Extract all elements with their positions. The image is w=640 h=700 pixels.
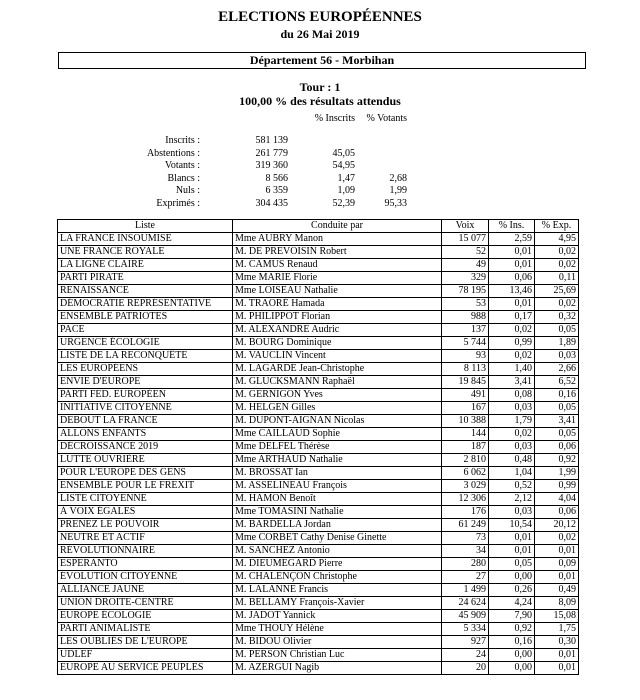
table-row bbox=[58, 324, 579, 337]
cell-pct-exp: 0,01 bbox=[535, 649, 579, 662]
cell-pct-ins: 0,17 bbox=[489, 311, 535, 324]
summary-pct-inscrits: 52,39 bbox=[332, 197, 355, 209]
summary-row bbox=[0, 135, 640, 147]
cell-pct-ins: 0,01 bbox=[489, 532, 535, 545]
cell-pct-ins: 0,16 bbox=[489, 636, 535, 649]
cell-conduite: M. BOURG Dominique bbox=[233, 337, 442, 350]
cell-conduite: M. LALANNE Francis bbox=[233, 584, 442, 597]
header-conduite: Conduite par bbox=[233, 220, 442, 233]
table-row bbox=[58, 337, 579, 350]
cell-conduite: Mme ARTHAUD Nathalie bbox=[233, 454, 442, 467]
cell-voix: 3 029 bbox=[442, 480, 489, 493]
cell-conduite: Mme CAILLAUD Sophie bbox=[233, 428, 442, 441]
cell-pct-exp: 0,02 bbox=[535, 259, 579, 272]
table-row bbox=[58, 467, 579, 480]
summary-value: 261 779 bbox=[255, 147, 288, 159]
cell-conduite: M. JADOT Yannick bbox=[233, 610, 442, 623]
cell-pct-exp: 8,09 bbox=[535, 597, 579, 610]
cell-conduite: Mme CORBET Cathy Denise Ginette bbox=[233, 532, 442, 545]
cell-voix: 12 306 bbox=[442, 493, 489, 506]
cell-voix: 49 bbox=[442, 259, 489, 272]
cell-pct-exp: 0,01 bbox=[535, 571, 579, 584]
cell-voix: 45 909 bbox=[442, 610, 489, 623]
cell-pct-exp: 20,12 bbox=[535, 519, 579, 532]
cell-voix: 176 bbox=[442, 506, 489, 519]
cell-liste: UDLEF bbox=[58, 649, 233, 662]
cell-pct-ins: 0,52 bbox=[489, 480, 535, 493]
cell-pct-exp: 0,16 bbox=[535, 389, 579, 402]
cell-pct-exp: 4,04 bbox=[535, 493, 579, 506]
summary-value: 6 359 bbox=[265, 185, 288, 196]
cell-liste: À VOIX ÉGALES bbox=[58, 506, 233, 519]
cell-liste: PRENEZ LE POUVOIR bbox=[58, 519, 233, 532]
cell-voix: 6 062 bbox=[442, 467, 489, 480]
cell-voix: 187 bbox=[442, 441, 489, 454]
cell-conduite: M. PHILIPPOT Florian bbox=[233, 311, 442, 324]
cell-pct-ins: 1,40 bbox=[489, 363, 535, 376]
cell-pct-exp: 0,03 bbox=[535, 350, 579, 363]
cell-pct-exp: 0,02 bbox=[535, 246, 579, 259]
cell-liste: RENAISSANCE bbox=[58, 285, 233, 298]
cell-pct-ins: 2,59 bbox=[489, 233, 535, 246]
table-row bbox=[58, 272, 579, 285]
cell-pct-ins: 0,26 bbox=[489, 584, 535, 597]
cell-liste: PACE bbox=[58, 324, 233, 337]
cell-liste: DÉCROISSANCE 2019 bbox=[58, 441, 233, 454]
cell-pct-ins: 0,01 bbox=[489, 259, 535, 272]
cell-liste: LA FRANCE INSOUMISE bbox=[58, 233, 233, 246]
cell-conduite: M. BROSSAT Ian bbox=[233, 467, 442, 480]
cell-liste: PARTI PIRATE bbox=[58, 272, 233, 285]
cell-conduite: M. BELLAMY François-Xavier bbox=[233, 597, 442, 610]
cell-pct-ins: 10,54 bbox=[489, 519, 535, 532]
cell-liste: LA LIGNE CLAIRE bbox=[58, 259, 233, 272]
summary-pct-votants: 2,68 bbox=[389, 172, 407, 184]
page-title: ELECTIONS EUROPÉENNES bbox=[218, 9, 422, 25]
summary-label: Exprimés : bbox=[156, 197, 200, 209]
cell-pct-exp: 0,06 bbox=[535, 441, 579, 454]
summary-label: Abstentions : bbox=[146, 147, 200, 159]
cell-voix: 491 bbox=[442, 389, 489, 402]
table-row bbox=[58, 402, 579, 415]
cell-voix: 988 bbox=[442, 311, 489, 324]
table-row bbox=[58, 545, 579, 558]
cell-voix: 137 bbox=[442, 324, 489, 337]
cell-pct-exp: 0,02 bbox=[535, 532, 579, 545]
cell-voix: 927 bbox=[442, 636, 489, 649]
cell-liste: URGENCE ÉCOLOGIE bbox=[58, 337, 233, 350]
cell-conduite: M. BIDOU Olivier bbox=[233, 636, 442, 649]
cell-liste: LUTTE OUVRIÈRE bbox=[58, 454, 233, 467]
cell-conduite: M. ALEXANDRE Audric bbox=[233, 324, 442, 337]
cell-conduite: M. TRAORÉ Hamada bbox=[233, 298, 442, 311]
cell-pct-exp: 25,69 bbox=[535, 285, 579, 298]
cell-pct-exp: 0,11 bbox=[535, 272, 579, 285]
summary-pct-inscrits: 54,95 bbox=[332, 160, 355, 171]
cell-voix: 144 bbox=[442, 428, 489, 441]
cell-pct-ins: 2,12 bbox=[489, 493, 535, 506]
cell-voix: 329 bbox=[442, 272, 489, 285]
table-row bbox=[58, 233, 579, 246]
cell-voix: 93 bbox=[442, 350, 489, 363]
table-row bbox=[58, 584, 579, 597]
cell-voix: 10 388 bbox=[442, 415, 489, 428]
table-row bbox=[58, 441, 579, 454]
header-liste: Liste bbox=[58, 220, 233, 233]
cell-pct-ins: 0,01 bbox=[489, 246, 535, 259]
summary-value: 319 360 bbox=[255, 160, 288, 171]
department-box: Département 56 - Morbihan bbox=[58, 52, 586, 69]
results-table bbox=[57, 219, 579, 675]
cell-liste: LES EUROPÉENS bbox=[58, 363, 233, 376]
summary-label: Votants : bbox=[164, 160, 200, 171]
cell-voix: 34 bbox=[442, 545, 489, 558]
cell-pct-exp: 0,49 bbox=[535, 584, 579, 597]
cell-conduite: M. LAGARDE Jean-Christophe bbox=[233, 363, 442, 376]
cell-pct-ins: 0,92 bbox=[489, 623, 535, 636]
cell-pct-ins: 0,05 bbox=[489, 558, 535, 571]
cell-pct-exp: 0,05 bbox=[535, 402, 579, 415]
cell-liste: LISTE DE LA RECONQUÊTE bbox=[58, 350, 233, 363]
cell-pct-exp: 4,95 bbox=[535, 233, 579, 246]
summary-row bbox=[0, 198, 640, 210]
summary-value: 304 435 bbox=[255, 197, 288, 209]
table-row bbox=[58, 246, 579, 259]
summary-row bbox=[0, 173, 640, 185]
cell-liste: ALLONS ENFANTS bbox=[58, 428, 233, 441]
cell-pct-ins: 0,00 bbox=[489, 649, 535, 662]
cell-pct-exp: 1,99 bbox=[535, 467, 579, 480]
cell-liste: LISTE CITOYENNE bbox=[58, 493, 233, 506]
cell-pct-ins: 0,01 bbox=[489, 545, 535, 558]
table-row bbox=[58, 623, 579, 636]
summary-label: Inscrits : bbox=[165, 135, 200, 146]
table-row bbox=[58, 350, 579, 363]
cell-conduite: M. BARDELLA Jordan bbox=[233, 519, 442, 532]
cell-voix: 27 bbox=[442, 571, 489, 584]
table-row bbox=[58, 610, 579, 623]
cell-pct-ins: 13,46 bbox=[489, 285, 535, 298]
cell-liste: ENVIE D'EUROPE bbox=[58, 376, 233, 389]
cell-pct-exp: 0,32 bbox=[535, 311, 579, 324]
cell-pct-ins: 0,48 bbox=[489, 454, 535, 467]
cell-pct-exp: 6,52 bbox=[535, 376, 579, 389]
table-row bbox=[58, 311, 579, 324]
cell-conduite: M. VAUCLIN Vincent bbox=[233, 350, 442, 363]
summary-pct-votants: 95,33 bbox=[384, 197, 407, 209]
cell-conduite: Mme AUBRY Manon bbox=[233, 233, 442, 246]
cell-voix: 167 bbox=[442, 402, 489, 415]
cell-pct-ins: 0,99 bbox=[489, 337, 535, 350]
table-header-row bbox=[58, 220, 579, 233]
table-row bbox=[58, 649, 579, 662]
cell-pct-exp: 0,30 bbox=[535, 636, 579, 649]
cell-conduite: M. DIEUMEGARD Pierre bbox=[233, 558, 442, 571]
cell-pct-ins: 0,03 bbox=[489, 506, 535, 519]
summary-pct-votants: 1,99 bbox=[389, 185, 407, 196]
summary-col-inscrits: % Inscrits bbox=[314, 113, 355, 124]
cell-voix: 19 845 bbox=[442, 376, 489, 389]
cell-pct-exp: 0,02 bbox=[535, 298, 579, 311]
cell-pct-ins: 0,00 bbox=[489, 662, 535, 675]
summary-pct-inscrits: 45,05 bbox=[332, 147, 355, 159]
cell-voix: 5 744 bbox=[442, 337, 489, 350]
cell-liste: RÉVOLUTIONNAIRE bbox=[58, 545, 233, 558]
summary-row bbox=[0, 148, 640, 160]
cell-conduite: M. DE PREVOISIN Robert bbox=[233, 246, 442, 259]
cell-voix: 280 bbox=[442, 558, 489, 571]
table-row bbox=[58, 415, 579, 428]
cell-liste: UNE FRANCE ROYALE bbox=[58, 246, 233, 259]
summary-value: 8 566 bbox=[265, 172, 288, 184]
summary-pct-inscrits: 1,47 bbox=[337, 172, 355, 184]
cell-conduite: M. CAMUS Renaud bbox=[233, 259, 442, 272]
table-row bbox=[58, 480, 579, 493]
table-row bbox=[58, 454, 579, 467]
summary-col-votants: % Votants bbox=[366, 113, 407, 124]
cell-conduite: Mme MARIE Florie bbox=[233, 272, 442, 285]
cell-pct-ins: 0,06 bbox=[489, 272, 535, 285]
cell-liste: UNION DROITE-CENTRE bbox=[58, 597, 233, 610]
cell-liste: ESPERANTO bbox=[58, 558, 233, 571]
cell-pct-ins: 4,24 bbox=[489, 597, 535, 610]
table-row bbox=[58, 389, 579, 402]
cell-voix: 24 bbox=[442, 649, 489, 662]
table-row bbox=[58, 597, 579, 610]
table-row bbox=[58, 519, 579, 532]
cell-pct-exp: 2,66 bbox=[535, 363, 579, 376]
cell-pct-ins: 0,00 bbox=[489, 571, 535, 584]
table-row bbox=[58, 259, 579, 272]
cell-voix: 15 077 bbox=[442, 233, 489, 246]
summary-value: 581 139 bbox=[255, 135, 288, 146]
cell-liste: ENSEMBLE PATRIOTES bbox=[58, 311, 233, 324]
cell-conduite: M. AZERGUI Nagib bbox=[233, 662, 442, 675]
cell-pct-ins: 0,02 bbox=[489, 428, 535, 441]
cell-conduite: M. ASSELINEAU François bbox=[233, 480, 442, 493]
cell-conduite: Mme TOMASINI Nathalie bbox=[233, 506, 442, 519]
cell-voix: 20 bbox=[442, 662, 489, 675]
cell-conduite: M. CHALENÇON Christophe bbox=[233, 571, 442, 584]
cell-conduite: M. GLUCKSMANN Raphaël bbox=[233, 376, 442, 389]
table-row bbox=[58, 428, 579, 441]
cell-voix: 1 499 bbox=[442, 584, 489, 597]
table-row bbox=[58, 376, 579, 389]
cell-pct-exp: 0,92 bbox=[535, 454, 579, 467]
cell-pct-exp: 1,89 bbox=[535, 337, 579, 350]
cell-pct-ins: 0,01 bbox=[489, 298, 535, 311]
cell-pct-ins: 0,03 bbox=[489, 402, 535, 415]
cell-conduite: M. PERSON Christian Luc bbox=[233, 649, 442, 662]
cell-conduite: Mme LOISEAU Nathalie bbox=[233, 285, 442, 298]
tour-label: Tour : 1 bbox=[299, 80, 341, 94]
cell-pct-ins: 1,04 bbox=[489, 467, 535, 480]
header-pct-ins: % Ins. bbox=[489, 220, 535, 233]
cell-voix: 24 624 bbox=[442, 597, 489, 610]
cell-pct-exp: 0,01 bbox=[535, 662, 579, 675]
cell-liste: ENSEMBLE POUR LE FREXIT bbox=[58, 480, 233, 493]
cell-liste: PARTI FED. EUROPÉEN bbox=[58, 389, 233, 402]
cell-liste: POUR L'EUROPE DES GENS bbox=[58, 467, 233, 480]
header-voix: Voix bbox=[442, 220, 489, 233]
cell-conduite: M. GERNIGON Yves bbox=[233, 389, 442, 402]
cell-conduite: M. SANCHEZ Antonio bbox=[233, 545, 442, 558]
cell-liste: INITIATIVE CITOYENNE bbox=[58, 402, 233, 415]
cell-liste: LES OUBLIÉS DE L'EUROPE bbox=[58, 636, 233, 649]
cell-voix: 78 195 bbox=[442, 285, 489, 298]
cell-conduite: M. HAMON Benoît bbox=[233, 493, 442, 506]
table-row bbox=[58, 558, 579, 571]
cell-conduite: M. HELGEN Gilles bbox=[233, 402, 442, 415]
cell-voix: 8 113 bbox=[442, 363, 489, 376]
cell-pct-exp: 3,41 bbox=[535, 415, 579, 428]
table-row bbox=[58, 571, 579, 584]
cell-voix: 52 bbox=[442, 246, 489, 259]
table-row bbox=[58, 532, 579, 545]
cell-pct-exp: 0,05 bbox=[535, 324, 579, 337]
cell-pct-exp: 0,01 bbox=[535, 545, 579, 558]
cell-voix: 73 bbox=[442, 532, 489, 545]
cell-liste: EUROPE ÉCOLOGIE bbox=[58, 610, 233, 623]
table-row bbox=[58, 662, 579, 675]
cell-pct-ins: 0,08 bbox=[489, 389, 535, 402]
summary-pct-inscrits: 1,09 bbox=[337, 185, 355, 196]
cell-pct-ins: 7,90 bbox=[489, 610, 535, 623]
election-date: du 26 Mai 2019 bbox=[280, 27, 360, 41]
summary-label: Nuls : bbox=[175, 185, 200, 196]
cell-conduite: Mme DELFEL Thérèse bbox=[233, 441, 442, 454]
cell-voix: 5 334 bbox=[442, 623, 489, 636]
cell-liste: NEUTRE ET ACTIF bbox=[58, 532, 233, 545]
cell-liste: PARTI ANIMALISTE bbox=[58, 623, 233, 636]
summary-label: Blancs : bbox=[167, 172, 200, 184]
cell-voix: 61 249 bbox=[442, 519, 489, 532]
cell-pct-exp: 15,08 bbox=[535, 610, 579, 623]
table-row bbox=[58, 636, 579, 649]
cell-pct-ins: 0,02 bbox=[489, 324, 535, 337]
cell-liste: ÉVOLUTION CITOYENNE bbox=[58, 571, 233, 584]
cell-voix: 2 810 bbox=[442, 454, 489, 467]
table-row bbox=[58, 298, 579, 311]
cell-pct-ins: 1,79 bbox=[489, 415, 535, 428]
table-row bbox=[58, 493, 579, 506]
cell-liste: DÉMOCRATIE REPRÉSENTATIVE bbox=[58, 298, 233, 311]
cell-pct-exp: 1,75 bbox=[535, 623, 579, 636]
table-row bbox=[58, 363, 579, 376]
summary-row bbox=[0, 185, 640, 197]
header-pct-exp: % Exp. bbox=[535, 220, 579, 233]
cell-pct-exp: 0,09 bbox=[535, 558, 579, 571]
cell-liste: DEBOUT LA FRANCE bbox=[58, 415, 233, 428]
cell-pct-ins: 3,41 bbox=[489, 376, 535, 389]
cell-pct-exp: 0,06 bbox=[535, 506, 579, 519]
cell-pct-exp: 0,05 bbox=[535, 428, 579, 441]
cell-conduite: M. DUPONT-AIGNAN Nicolas bbox=[233, 415, 442, 428]
cell-pct-ins: 0,02 bbox=[489, 350, 535, 363]
table-row bbox=[58, 506, 579, 519]
cell-liste: ALLIANCE JAUNE bbox=[58, 584, 233, 597]
summary-row bbox=[0, 160, 640, 172]
cell-voix: 53 bbox=[442, 298, 489, 311]
results-expected: 100,00 % des résultats attendus bbox=[239, 94, 401, 108]
cell-pct-exp: 0,99 bbox=[535, 480, 579, 493]
table-row bbox=[58, 285, 579, 298]
cell-conduite: Mme THOUY Hélène bbox=[233, 623, 442, 636]
cell-liste: EUROPE AU SERVICE PEUPLES bbox=[58, 662, 233, 675]
cell-pct-ins: 0,03 bbox=[489, 441, 535, 454]
